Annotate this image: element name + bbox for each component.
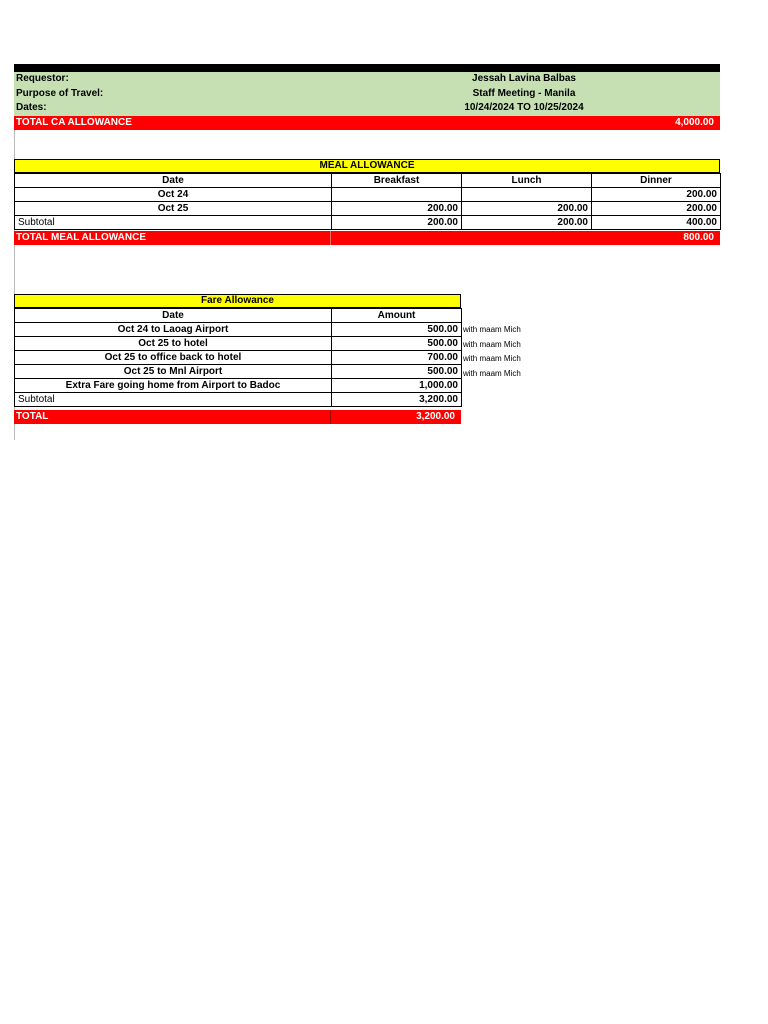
column-header-breakfast: Breakfast — [332, 174, 462, 188]
meal-dinner: 200.00 — [592, 188, 721, 202]
header-top-border — [14, 64, 720, 72]
meal-breakfast — [332, 188, 462, 202]
fare-amount: 700.00 — [332, 351, 462, 365]
column-header-date: Date — [15, 309, 332, 323]
fare-date: Oct 25 to hotel — [15, 337, 332, 351]
fare-total-label: TOTAL — [16, 411, 49, 422]
fare-total-value: 3,200.00 — [416, 411, 455, 422]
subtotal-row — [15, 393, 462, 407]
dates-value: 10/24/2024 TO 10/25/2024 — [464, 102, 584, 113]
requestor-label: Requestor: — [16, 73, 69, 84]
meal-lunch — [462, 188, 592, 202]
total-ca-value: 4,000.00 — [675, 117, 714, 128]
total-ca-label: TOTAL CA ALLOWANCE — [16, 117, 132, 128]
total-ca-allowance-row — [14, 116, 720, 130]
fare-allowance-title: Fare Allowance — [14, 294, 461, 308]
fare-note: with maam Mich — [463, 340, 521, 349]
fare-amount: 500.00 — [332, 323, 462, 337]
table-row — [15, 365, 462, 379]
subtotal-row — [15, 216, 721, 230]
fare-date: Oct 25 to office back to hotel — [15, 351, 332, 365]
column-header-amount: Amount — [332, 309, 462, 323]
fare-amount: 500.00 — [332, 337, 462, 351]
subtotal-amount: 3,200.00 — [332, 393, 462, 407]
table-row — [15, 379, 462, 393]
fare-allowance-table — [14, 308, 462, 407]
table-row — [15, 323, 462, 337]
meal-date: Oct 25 — [15, 202, 332, 216]
total-meal-value: 800.00 — [683, 232, 714, 243]
fare-note: with maam Mich — [463, 325, 521, 334]
purpose-value: Staff Meeting - Manila — [472, 88, 576, 99]
meal-allowance-table — [14, 173, 721, 230]
fare-note: with maam Mich — [463, 354, 521, 363]
column-header-lunch: Lunch — [462, 174, 592, 188]
request-info-block — [14, 72, 720, 116]
fare-note: with maam Mich — [463, 369, 521, 378]
meal-dinner: 200.00 — [592, 202, 721, 216]
fare-amount: 500.00 — [332, 365, 462, 379]
subtotal-dinner: 400.00 — [592, 216, 721, 230]
column-header-date: Date — [15, 174, 332, 188]
table-row — [15, 351, 462, 365]
subtotal-label: Subtotal — [15, 393, 332, 407]
fare-total-row — [14, 410, 461, 424]
table-row — [15, 188, 721, 202]
meal-allowance-title: MEAL ALLOWANCE — [14, 159, 720, 173]
total-meal-label: TOTAL MEAL ALLOWANCE — [16, 232, 146, 243]
dates-label: Dates: — [16, 102, 47, 113]
column-header-dinner: Dinner — [592, 174, 721, 188]
requestor-value: Jessah Lavina Balbas — [472, 73, 576, 84]
table-header-row — [15, 174, 721, 188]
total-meal-allowance-row — [14, 231, 720, 245]
table-header-row — [15, 309, 462, 323]
subtotal-breakfast: 200.00 — [332, 216, 462, 230]
fare-date: Oct 25 to Mnl Airport — [15, 365, 332, 379]
subtotal-label: Subtotal — [15, 216, 332, 230]
fare-date: Oct 24 to Laoag Airport — [15, 323, 332, 337]
table-row — [15, 337, 462, 351]
meal-lunch: 200.00 — [462, 202, 592, 216]
fare-amount: 1,000.00 — [332, 379, 462, 393]
fare-date: Extra Fare going home from Airport to Badoc — [15, 379, 332, 393]
purpose-label: Purpose of Travel: — [16, 88, 104, 99]
meal-date: Oct 24 — [15, 188, 332, 202]
meal-breakfast: 200.00 — [332, 202, 462, 216]
subtotal-lunch: 200.00 — [462, 216, 592, 230]
table-row — [15, 202, 721, 216]
